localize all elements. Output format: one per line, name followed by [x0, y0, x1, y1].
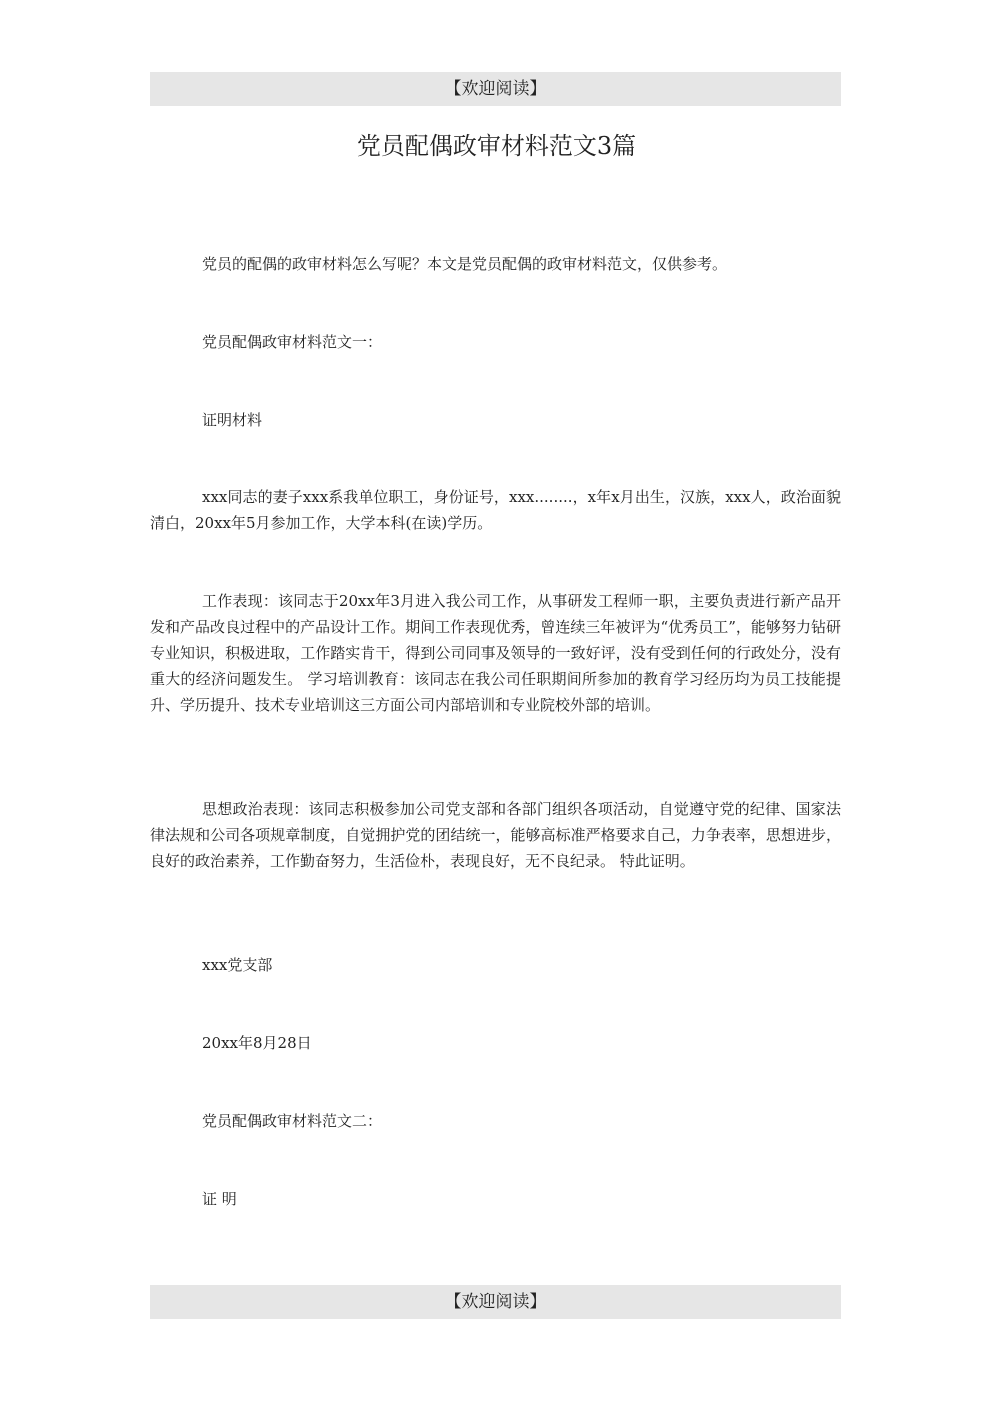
identity-paragraph: xxx同志的妻子xxx系我单位职工，身份证号，xxx........，x年x月出生，汉族，xxx人，政治面貌清白，20xx年5月参加工作，大学本科(在读)学历。 [150, 488, 841, 532]
work-performance-paragraph: 工作表现：该同志于20xx年3月进入我公司工作，从事研发工程师一职，主要负责进行新产品开发和产品改良过程中的产品设计工作。期间工作表现优秀，曾连续三年被评为“优秀员工”，能够努力钻研专业知识，积极进取，工作踏实肯干，得到公司同事及领导的一致好评，没有受到任何的行政处分，没有重大的经济问题发生。 学习培训教育：该同志在我公司任职期间所参加的教育学习经历均为员工技能提升、学历提升、技术专业培训这三方面公司内部培训和专业院校外部的培训。 [150, 592, 841, 714]
certificate-heading-two: 证 明 [202, 1190, 237, 1208]
signature-line: xxx党支部 [202, 956, 273, 974]
date-line: 20xx年8月28日 [202, 1034, 312, 1052]
document-title: 党员配偶政审材料范文3篇 [356, 132, 637, 160]
footer-banner: 【欢迎阅读】 [150, 1285, 841, 1319]
certificate-heading: 证明材料 [202, 411, 263, 429]
political-performance-paragraph: 思想政治表现：该同志积极参加公司党支部和各部门组织各项活动，自觉遵守党的纪律、国家法律法规和公司各项规章制度，自觉拥护党的团结统一，能够高标准严格要求自己，力争表率，思想进步，良好的政治素养，工作勤奋努力，生活俭朴，表现良好，无不良纪录。 特此证明。 [150, 800, 841, 870]
section-two-heading: 党员配偶政审材料范文二： [202, 1112, 383, 1130]
header-banner: 【欢迎阅读】 [150, 72, 841, 106]
intro-paragraph: 党员的配偶的政审材料怎么写呢？本文是党员配偶的政审材料范文，仅供参考。 [202, 255, 728, 273]
section-one-heading: 党员配偶政审材料范文一： [202, 333, 383, 351]
